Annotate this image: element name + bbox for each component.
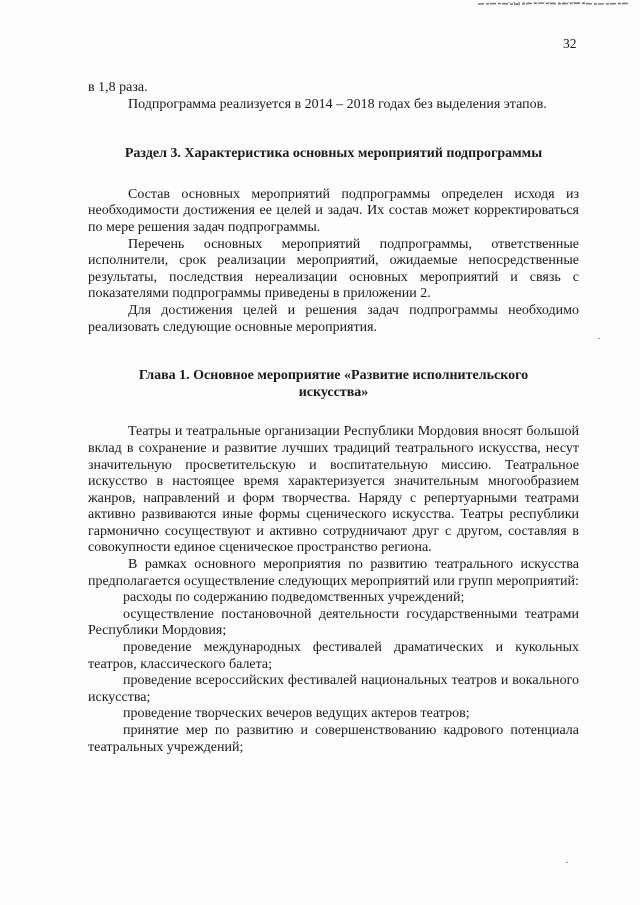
list-item: расходы по содержанию подведомственных учреждений; xyxy=(123,590,465,606)
chapter-heading xyxy=(88,368,579,401)
list-item: проведение творческих вечеров ведущих актеров театров; xyxy=(123,706,470,722)
paragraph-composition: Состав основных мероприятий подпрограммы определен исходя из необходимости достижения ее целей и задач. Их состав может корректироваться по мере решения задач подпрограммы. xyxy=(88,186,579,235)
scan-speck xyxy=(566,862,568,863)
paragraph-measures-intro: В рамках основного мероприятия по развитию театрального искусства предполагается осуществление следующих мероприятий или групп мероприятий: xyxy=(88,557,579,589)
scan-artifact xyxy=(478,1,628,6)
list-item: осуществление постановочной деятельности государственными театрами Республики Мордовия; xyxy=(88,606,579,639)
chapter-heading-line-2: искусства» xyxy=(298,384,369,400)
page-number: 32 xyxy=(563,36,577,51)
chapter-heading-line-1: Глава 1. Основное мероприятие «Развитие исполнительского xyxy=(138,368,529,384)
list-item: принятие мер по развитию и совершенствованию кадрового потенциала театральных учреждений; xyxy=(88,723,579,755)
paragraph-theatres: Театры и театральные организации Республики Мордовия вносят большой вклад в сохранение и развитие лучших традиций театрального искусства, несут значительную просветительскую и воспитательную миссию. Театральное искусство в настоящее время характеризуется значительным многообразием жанров, направлений и форм творчества. Наряду с репертуарными театрами активно развиваются иные формы сценического искусства. Театры республики гармонично сосуществуют и активно сотрудничают друг с другом, составляя в совокупности единое сценическое пространство региона. xyxy=(88,424,579,556)
section-heading: Раздел 3. Характеристика основных мероприятий подпрограммы xyxy=(124,146,543,162)
list-item: проведение всероссийских фестивалей национальных театров и вокального искусства; xyxy=(88,673,579,705)
paragraph-list-of-measures: Перечень основных мероприятий подпрограммы, ответственные исполнители, срок реализации мероприятий, ожидаемые непосредственные результаты, последствия нереализации основных мероприятий и связь с показателями подпрограммы приведены в приложении 2. xyxy=(88,236,579,302)
list-item: проведение международных фестивалей драматических и кукольных театров, классического балета; xyxy=(88,640,579,672)
paragraph-subprogram-period: Подпрограмма реализуется в 2014 – 2018 годах без выделения этапов. xyxy=(128,96,547,112)
paragraph-continuation: в 1,8 раза. xyxy=(88,80,148,95)
scan-speck xyxy=(598,338,600,339)
document-body xyxy=(88,80,579,756)
paragraph-goals: Для достижения целей и решения задач подпрограммы необходимо реализовать следующие основные мероприятия. xyxy=(88,302,579,335)
